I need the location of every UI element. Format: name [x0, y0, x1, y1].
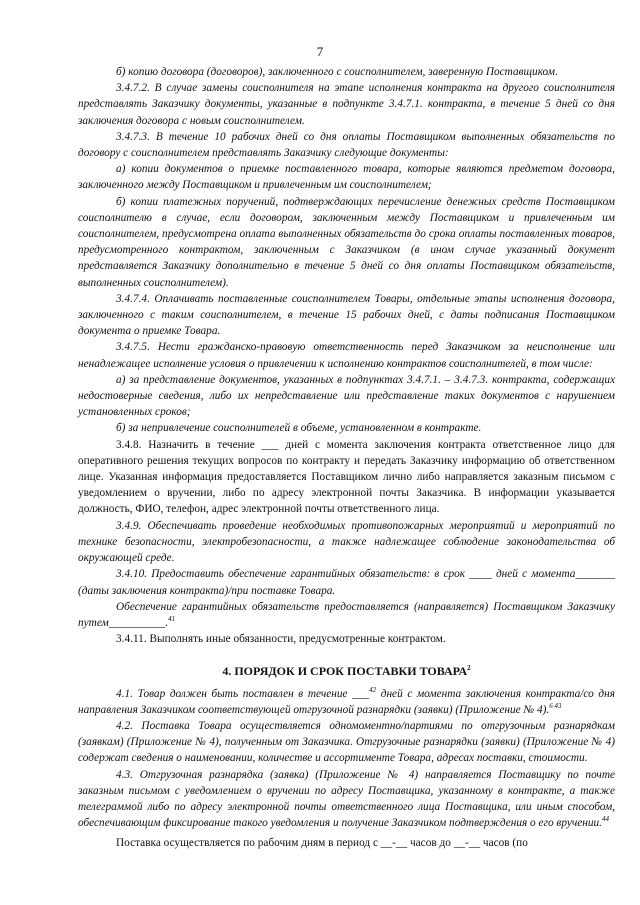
paragraph-3-4-7-2: 3.4.7.2. В случае замены соисполнителя на этапе исполнения контракта на другого соисполнителя представлять Заказчику документы, указанные в подпункте 3.4.7.1. контракта, в течение 5 дней со дня заключения договора с новым соисполнителем. — [78, 82, 615, 127]
paragraph-3-4-7-1-b: б) копию договора (договоров), заключенного с соисполнителем, заверенную Поставщиком. — [116, 66, 558, 78]
document-body — [78, 64, 615, 852]
paragraph-3-4-7-3: 3.4.7.3. В течение 10 рабочих дней со дня оплаты Поставщиком выполненных обязательств по договору с соисполнителем представлять Заказчику следующие документы: — [78, 130, 615, 160]
footnote-ref-42: 42 — [369, 685, 377, 694]
paragraph-3-4-7-3-b: б) копии платежных поручений, подтверждающих перечисление денежных средств Поставщиком соисполнителю в случае, если договором, заключенным между Поставщиком и привлеченным им соисполнителем, предусмотрена оплата выполненных обязательств до срока оплаты поставленных товаров, предусмотренного контрактом, заключенным с Заказчиком (в ином случае указанный документ представляется Заказчику дополнительно в течение 5 дней со дня оплаты Поставщиком обязательств, выполненных соисполнителем). — [78, 195, 615, 289]
footnote-ref-2: 2 — [467, 664, 471, 673]
paragraph-4-3 — [78, 767, 615, 832]
paragraph-3-4-7-5-a: а) за представление документов, указанных в подпунктах 3.4.7.1. – 3.4.7.3. контракта, содержащих недостоверные сведения, либо их непредставление или представление таких документов с нарушением установленных сроков; — [78, 373, 615, 419]
paragraph-3-4-7-3-a: а) копии документов о приемке поставленного товара, которые являются предметом договора, заключенного между Поставщиком и привлеченным им соисполнителем; — [78, 163, 615, 192]
footnote-ref-6-43: 6 43 — [549, 701, 562, 710]
paragraph-3-4-7-5-b: б) за непривлечение соисполнителей в объеме, установленном в контракте. — [116, 422, 482, 435]
paragraph-delivery-hours: Поставка осуществляется по рабочим дням в период с __-__ часов до __-__ часов (по — [116, 837, 528, 850]
section-heading-text: 4. ПОРЯДОК И СРОК ПОСТАВКИ ТОВАРА — [222, 664, 468, 679]
paragraph-4-2: 4.2. Поставка Товара осуществляется одномоментно/партиями по отгрузочным разнарядкам (заявкам) (Приложение № 4), полученным от Заказчика. Отгрузочные разнарядки (заявки) (Приложение № 4) содержат сведения о наименовании, количестве и ассортименте Товара, адресах поставки, стоимости. — [78, 719, 615, 765]
paragraph-3-4-11: 3.4.11. Выполнять иные обязанности, предусмотренные контрактом. — [116, 633, 446, 646]
paragraph-4-3-text: 4.3. Отгрузочная разнарядка (заявка) (Приложение № 4) направляется Поставщику по почте заказным письмом с уведомлением о вручении по адресу Поставщика, указанному в контракте, а также телеграммой либо по адресу электронной почты ответственного лица Поставщика, или иным способом, обеспечивающим фиксирование такого уведомления и получение Заказчиком подтверждения о его вручении. — [78, 768, 615, 830]
footnote-ref-41: 41 — [168, 615, 176, 624]
section-heading — [78, 663, 615, 679]
paragraph-4-1 — [78, 686, 615, 718]
paragraph-3-4-9: 3.4.9. Обеспечивать проведение необходимых противопожарных мероприятий и мероприятий по технике безопасности, электробезопасности, а также надлежащее соблюдение законодательства об окружающей среде. — [78, 519, 615, 565]
paragraph-3-4-7-5: 3.4.7.5. Нести гражданско-правовую ответственность перед Заказчиком за неисполнение или ненадлежащее исполнение условия о привлечении к исполнению контрактов соисполнителей, в том числе: — [78, 341, 615, 370]
guarantee-text: Обеспечение гарантийных обязательств предоставляется (направляется) Поставщиком Заказчику путем__________. — [78, 600, 615, 629]
paragraph-3-4-7-4: 3.4.7.4. Оплачивать поставленные соисполнителем Товары, отдельные этапы исполнения договора, заключенного с таким соисполнителем, в течение 15 рабочих дней, с даты подписания Поставщиком документа о приемке Товара. — [78, 292, 615, 338]
paragraph-3-4-8: 3.4.8. Назначить в течение ___ дней с момента заключения контракта ответственное лицо для оперативного решения текущих вопросов по контракту и передать Заказчику информацию об ответственном лице. Указанная информация предоставляется Поставщиком лично либо направляется заказным письмом с уведомлением о вручении, либо по адресу электронной почты Заказчика. В информации указывается должность, ФИО, телефон, адрес электронной почты ответственного лица. — [78, 438, 615, 516]
page-number: 7 — [316, 44, 324, 59]
paragraph-4-1-end: дней с момента заключения контракта/со дня направления Заказчиком соответствующей отгрузочной разнарядки (заявки) (Приложение № 4). — [78, 687, 615, 716]
paragraph-3-4-10: 3.4.10. Предоставить обеспечение гарантийных обязательств: в срок ____ дней с момента_______ (даты заключения контракта)/при поставке Товара. — [78, 568, 615, 597]
footnote-ref-44: 44 — [601, 815, 609, 824]
paragraph-guarantee — [78, 599, 615, 631]
paragraph-4-1-start: 4.1. Товар должен быть поставлен в течение ___ — [116, 687, 370, 700]
